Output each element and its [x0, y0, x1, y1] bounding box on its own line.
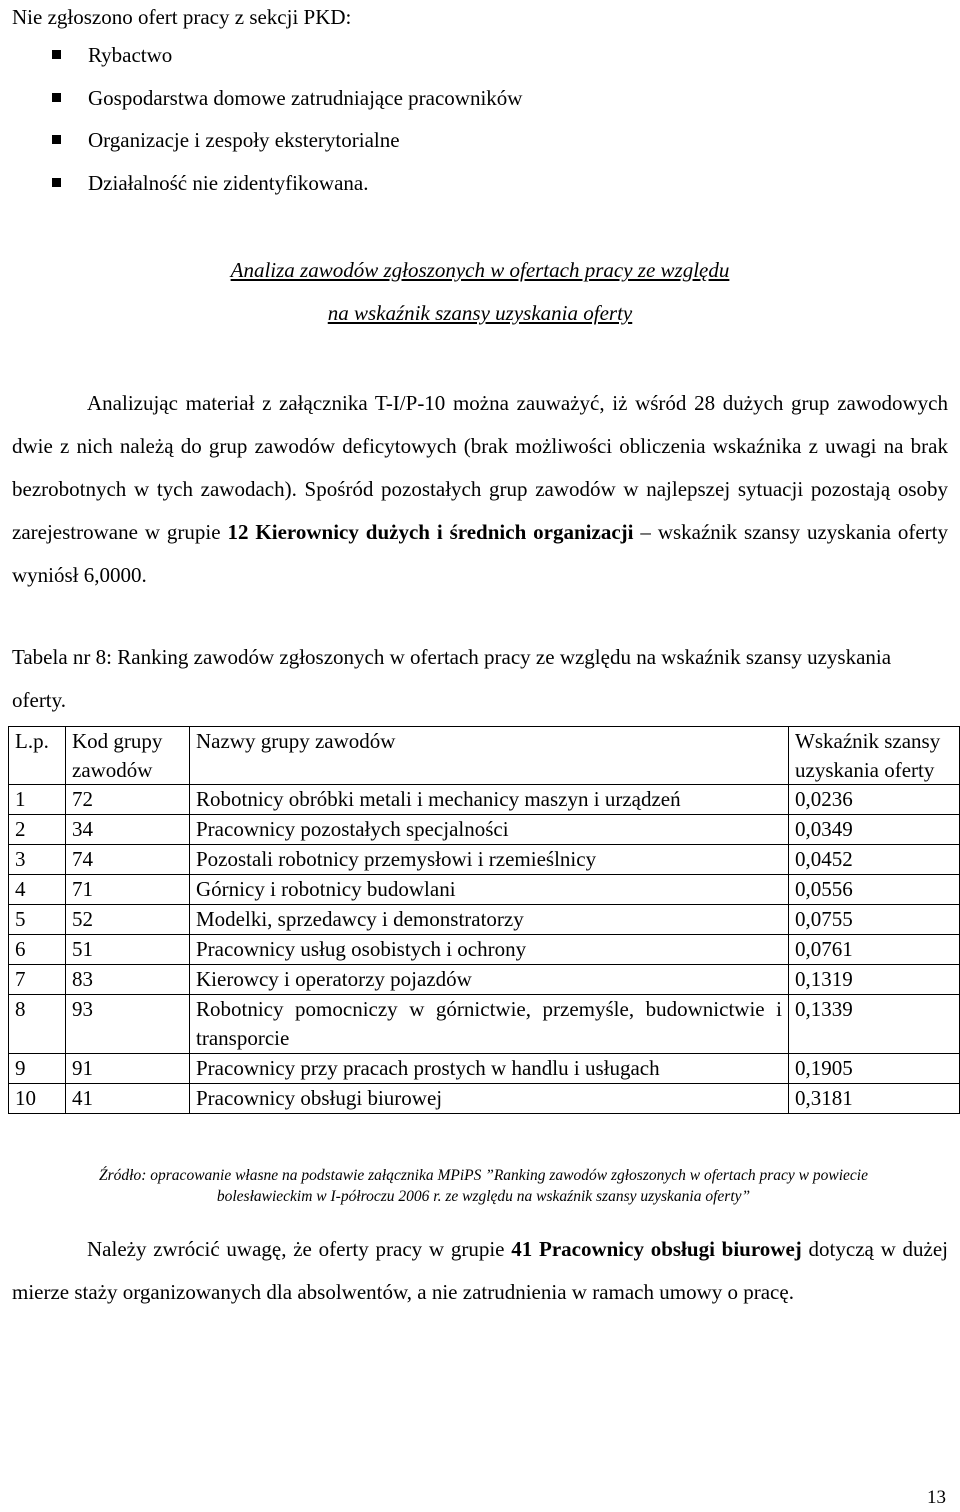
analysis-paragraph	[12, 382, 948, 597]
list-item-label: Działalność nie zidentyfikowana.	[88, 170, 369, 195]
cell-value: 0,0755	[789, 905, 960, 935]
cell-code: 72	[66, 785, 190, 815]
header-index: Wskaźnik szansy uzyskania oferty	[789, 727, 960, 785]
table-row	[9, 995, 960, 1054]
page-number: 13	[927, 1487, 946, 1508]
cell-code: 83	[66, 965, 190, 995]
list-item-label: Organizacje i zespoły eksterytorialne	[88, 128, 400, 152]
header-code: Kod grupy zawodów	[66, 727, 190, 785]
section-heading-line-1: Analiza zawodów zgłoszonych w ofertach pracy ze względu	[230, 258, 730, 282]
cell-value: 0,0452	[789, 845, 960, 875]
table-row	[9, 905, 960, 935]
source-line-1: Źródło: opracowanie własne na podstawie załącznika MPiPS ”Ranking zawodów zgłoszonych w ofertach pracy w powiecie	[99, 1167, 868, 1184]
table-row	[9, 845, 960, 875]
cell-value: 0,0349	[789, 815, 960, 845]
source-line-2: bolesławieckim w I-półroczu 2006 r. ze względu na wskaźnik szansy uzyskania oferty”	[216, 1188, 751, 1205]
cell-lp: 7	[9, 965, 66, 995]
table-row	[9, 935, 960, 965]
table-header-row	[9, 727, 960, 785]
cell-name: Robotnicy pomocniczy w górnictwie, przemyśle, budownictwie i transporcie	[190, 995, 789, 1054]
cell-code: 91	[66, 1054, 190, 1084]
cell-name: Pozostali robotnicy przemysłowi i rzemieślnicy	[190, 845, 789, 875]
paragraph-text: Analizując materiał z załącznika T-I/P-10 można zauważyć, iż wśród 28 dużych grup zawodowych dwie z nich należą do grup zawodów deficytowych (brak możliwości obliczenia wskaźnika z uwagi na brak bezrobotnych w tych zawodach). Spośród pozostałych grup zawodów w najlepszej sytuacji pozostają osoby zarejestrowane w grupie	[12, 391, 948, 544]
paragraph-text: dotyczą w dużej mierze staży organizowanych dla absolwentów, a nie zatrudnienia w ramach umowy o pracę.	[12, 1237, 948, 1304]
cell-lp: 6	[9, 935, 66, 965]
list-item-label: Gospodarstwa domowe zatrudniające pracowników	[88, 85, 523, 110]
cell-name: Pracownicy usług osobistych i ochrony	[190, 935, 789, 965]
paragraph-text: – wskaźnik szansy uzyskania oferty wyniósł 6,0000.	[12, 520, 948, 587]
table-row	[9, 1054, 960, 1084]
cell-lp: 9	[9, 1054, 66, 1084]
list-item	[52, 125, 522, 168]
cell-value: 0,0236	[789, 785, 960, 815]
cell-code: 41	[66, 1084, 190, 1114]
cell-lp: 8	[9, 995, 66, 1054]
cell-lp: 5	[9, 905, 66, 935]
table-row	[9, 1084, 960, 1114]
list-item-label: Rybactwo	[88, 43, 173, 67]
cell-name: Kierowcy i operatorzy pojazdów	[190, 965, 789, 995]
table-source-note	[8, 1165, 959, 1207]
header-name: Nazwy grupy zawodów	[190, 727, 789, 785]
square-bullet-icon	[52, 135, 61, 144]
cell-value: 0,1319	[789, 965, 960, 995]
cell-code: 51	[66, 935, 190, 965]
cell-value: 0,0556	[789, 875, 960, 905]
cell-lp: 4	[9, 875, 66, 905]
square-bullet-icon	[52, 93, 61, 102]
paragraph-bold-text: 41 Pracownicy obsługi biurowej	[511, 1237, 802, 1261]
section-heading-line-2: na wskaźnik szansy uzyskania oferty	[327, 301, 633, 325]
paragraph-text: Należy zwrócić uwagę, że oferty pracy w grupie	[87, 1237, 512, 1261]
intro-text: Nie zgłoszono ofert pracy z sekcji PKD:	[12, 5, 352, 29]
cell-value: 0,0761	[789, 935, 960, 965]
list-item	[52, 83, 522, 126]
cell-code: 71	[66, 875, 190, 905]
cell-name: Modelki, sprzedawcy i demonstratorzy	[190, 905, 789, 935]
list-item	[52, 168, 522, 211]
ranking-table	[8, 726, 960, 1114]
cell-name: Robotnicy obróbki metali i mechanicy maszyn i urządzeń	[190, 785, 789, 815]
cell-code: 52	[66, 905, 190, 935]
table-caption: Tabela nr 8: Ranking zawodów zgłoszonych w ofertach pracy ze względu na wskaźnik szansy uzyskania oferty.	[12, 645, 892, 712]
paragraph-bold-text: 12 Kierownicy dużych i średnich organizacji	[227, 520, 634, 544]
cell-name: Pracownicy pozostałych specjalności	[190, 815, 789, 845]
cell-lp: 10	[9, 1084, 66, 1114]
cell-code: 34	[66, 815, 190, 845]
cell-name: Górnicy i robotnicy budowlani	[190, 875, 789, 905]
closing-paragraph	[12, 1228, 948, 1314]
square-bullet-icon	[52, 178, 61, 187]
table-row	[9, 875, 960, 905]
square-bullet-icon	[52, 50, 61, 59]
cell-lp: 3	[9, 845, 66, 875]
table-row	[9, 815, 960, 845]
cell-code: 93	[66, 995, 190, 1054]
cell-value: 0,1339	[789, 995, 960, 1054]
cell-value: 0,3181	[789, 1084, 960, 1114]
cell-lp: 2	[9, 815, 66, 845]
cell-lp: 1	[9, 785, 66, 815]
cell-name: Pracownicy obsługi biurowej	[190, 1084, 789, 1114]
bullet-list	[52, 40, 522, 210]
list-item	[52, 40, 522, 83]
cell-name: Pracownicy przy pracach prostych w handlu i usługach	[190, 1054, 789, 1084]
header-lp: L.p.	[9, 727, 66, 785]
cell-value: 0,1905	[789, 1054, 960, 1084]
table-row	[9, 785, 960, 815]
table-row	[9, 965, 960, 995]
cell-code: 74	[66, 845, 190, 875]
